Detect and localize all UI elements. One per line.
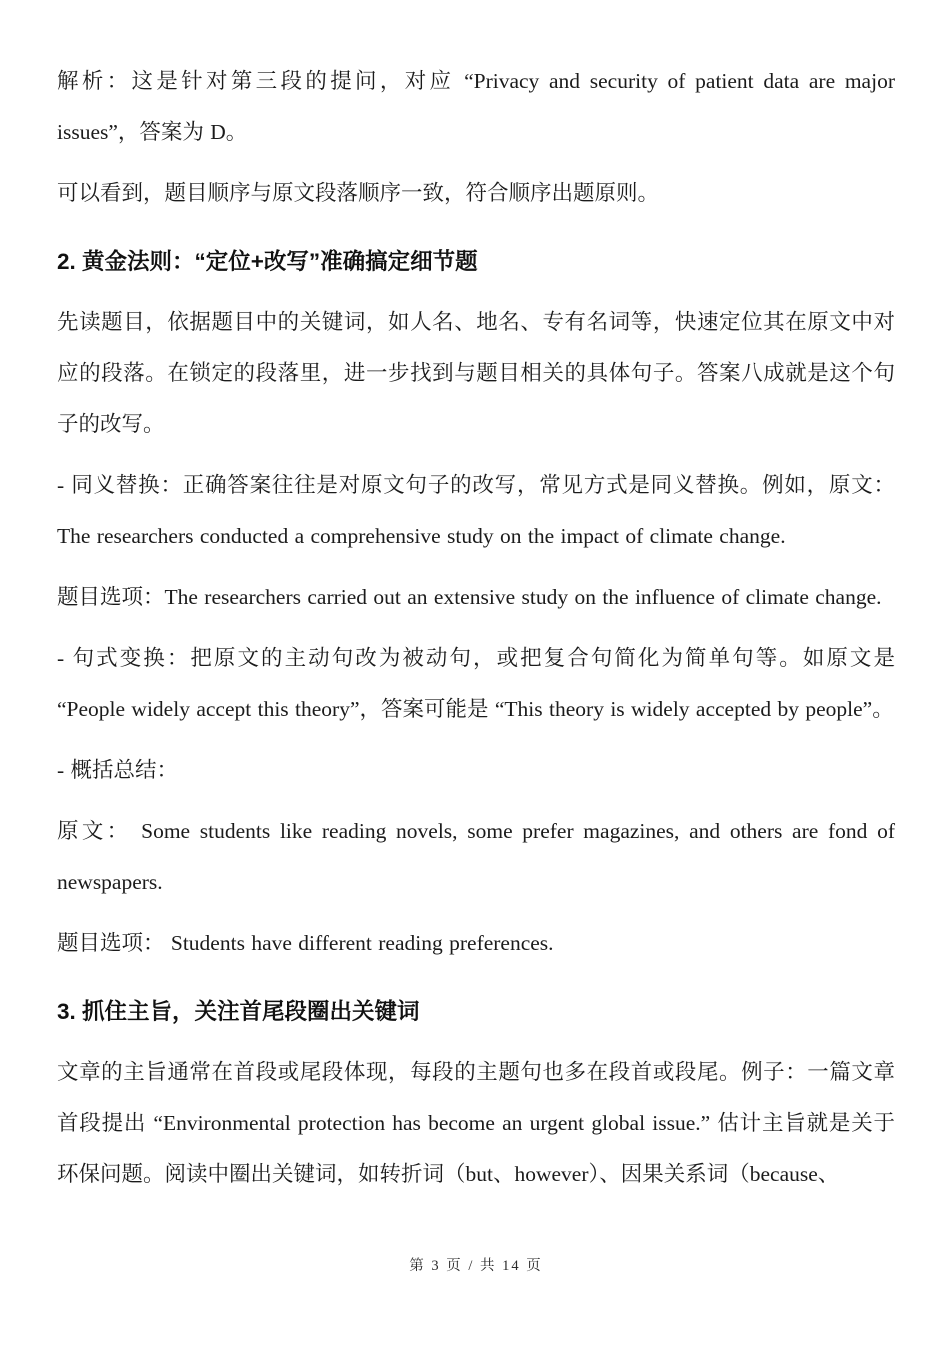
paragraph-sentence-transformation: - 句式变换：把原文的主动句改为被动句，或把复合句简化为简单句等。如原文是 “People widely accept this theory”，答案可能是 “This theory is widely accepted by people”。 bbox=[57, 646, 895, 721]
paragraph-main-idea: 文章的主旨通常在首段或尾段体现，每段的主题句也多在段首或段尾。例子：一篇文章首段提出 “Environmental protection has become an urgent global issue.” 估计主旨就是关于环保问题。阅读中圈出关键词，如转折词（but、however）、因果关系词（because、 bbox=[57, 1060, 895, 1186]
paragraph-order-principle: 可以看到，题目顺序与原文段落顺序一致，符合顺序出题原则。 bbox=[57, 181, 660, 205]
paragraph-synonym-replacement: - 同义替换：正确答案往往是对原文句子的改写，常见方式是同义替换。例如，原文：The researchers conducted a comprehensive study on the impact of climate change. bbox=[57, 473, 895, 548]
paragraph-option-example-1: 题目选项：The researchers carried out an extensive study on the influence of climate change. bbox=[57, 585, 882, 609]
section-heading-2: 2. 黄金法则：“定位+改写”准确搞定细节题 bbox=[57, 249, 478, 274]
paragraph-option-example-2: 题目选项： Students have different reading preferences. bbox=[57, 931, 554, 955]
paragraph-locate-rewrite: 先读题目，依据题目中的关键词，如人名、地名、专有名词等，快速定位其在原文中对应的段落。在锁定的段落里，进一步找到与题目相关的具体句子。答案八成就是这个句子的改写。 bbox=[57, 310, 895, 436]
section-heading-3: 3. 抓住主旨，关注首尾段圈出关键词 bbox=[57, 999, 420, 1024]
paragraph-original-sentence: 原文： Some students like reading novels, some prefer magazines, and others are fond of newspapers. bbox=[57, 819, 895, 894]
paragraph-summary-label: - 概括总结： bbox=[57, 758, 179, 782]
paragraph-analysis: 解析：这是针对第三段的提问，对应 “Privacy and security of patient data are major issues”，答案为 D。 bbox=[57, 69, 895, 144]
page-number-footer: 第 3 页 / 共 14 页 bbox=[409, 1258, 543, 1274]
